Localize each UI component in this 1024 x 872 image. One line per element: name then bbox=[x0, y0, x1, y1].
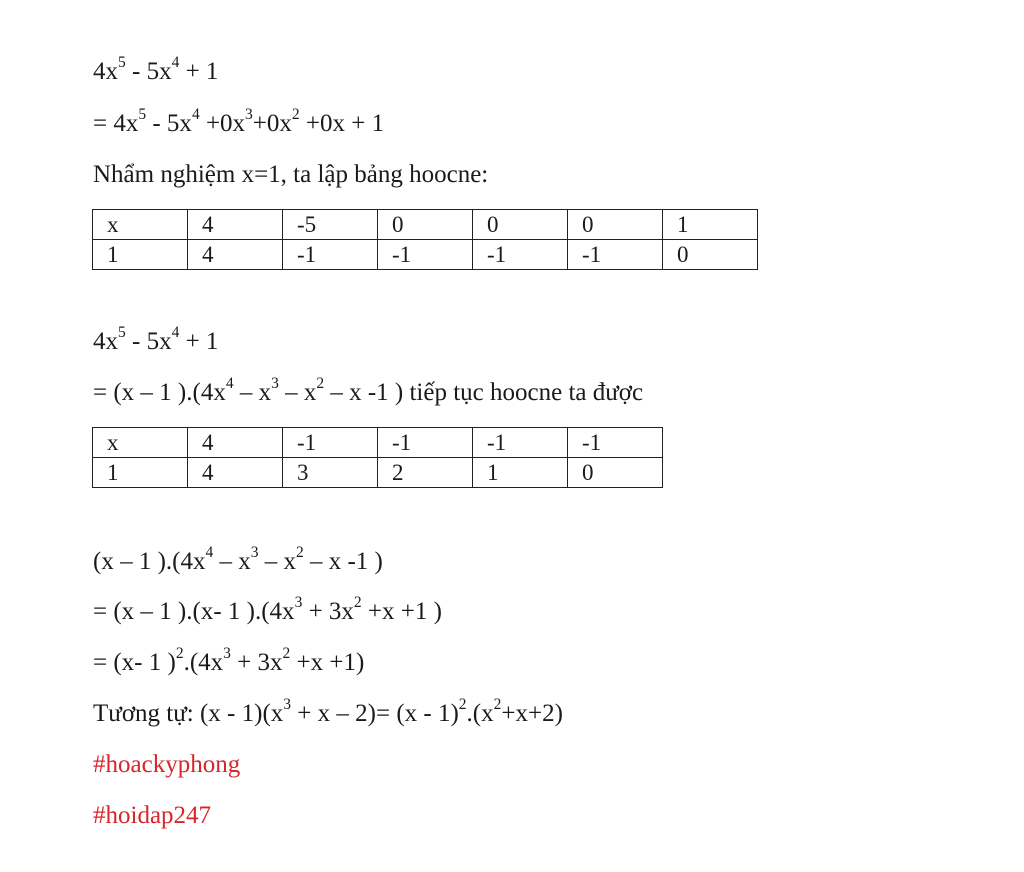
table-cell: 4 bbox=[188, 428, 283, 458]
expression-original-repeat: $4x^5 - 5x^4 + 1$ bbox=[93, 324, 219, 355]
root-guess-text: Nhẩm nghiệm x=1, ta lập bảng hoocne: bbox=[93, 161, 489, 188]
first-factorization: = (x – 1 )$.(4x^4 - x^3 - x^2$ – x -1 ) tiếp tục hoocne ta được bbox=[93, 375, 644, 406]
table-cell: 1 bbox=[93, 458, 188, 488]
final-factorization: = (x- 1 )$^2.(4x^3 + 3x^2 +x +1)$ bbox=[93, 645, 365, 676]
table-cell: 0 bbox=[473, 210, 568, 240]
factored-expression: (x – 1 )$.(4x^4 - x^3 - x^2$ – x -1 ) bbox=[93, 544, 383, 575]
table-cell: 0 bbox=[663, 240, 758, 270]
table-cell: -1 bbox=[283, 428, 378, 458]
table-cell: 0 bbox=[568, 458, 663, 488]
table-cell: 0 bbox=[568, 210, 663, 240]
table-row bbox=[93, 458, 663, 488]
table-cell: 3 bbox=[283, 458, 378, 488]
table-cell: 1 bbox=[663, 210, 758, 240]
similar-result: Tương tự: $(x - 1)(x^3 + x - 2)= (x - 1)^2.(x^2+x+2)$ bbox=[93, 696, 563, 727]
expression-original: $4x^5 - 5x^4 + 1$ bbox=[93, 54, 219, 85]
table-cell: 4 bbox=[188, 458, 283, 488]
table-row bbox=[93, 428, 663, 458]
table-cell: 1 bbox=[473, 458, 568, 488]
second-factorization: = (x – 1 ).(x- 1 )$.(4x^3 + 3x^2 +x +1$ ) bbox=[93, 594, 442, 625]
table-cell: -1 bbox=[568, 240, 663, 270]
table-cell: -1 bbox=[568, 428, 663, 458]
expression-expanded: = $4x^5 - 5x^4 +0x^3+0x^2 +0x + 1$ bbox=[93, 106, 385, 137]
hashtag-hoackyphong: #hoackyphong bbox=[93, 751, 241, 778]
table-cell: 0 bbox=[378, 210, 473, 240]
table-cell: 2 bbox=[378, 458, 473, 488]
table-cell: -1 bbox=[378, 428, 473, 458]
table-cell: -5 bbox=[283, 210, 378, 240]
table-cell: x bbox=[93, 428, 188, 458]
table-cell: 4 bbox=[188, 210, 283, 240]
table-cell: -1 bbox=[473, 240, 568, 270]
table-cell: 4 bbox=[188, 240, 283, 270]
table-cell: 1 bbox=[93, 240, 188, 270]
table-cell: -1 bbox=[473, 428, 568, 458]
horner-table-2 bbox=[92, 427, 663, 488]
table-cell: x bbox=[93, 210, 188, 240]
table-cell: -1 bbox=[378, 240, 473, 270]
table-cell: -1 bbox=[283, 240, 378, 270]
table-row bbox=[93, 210, 758, 240]
hashtag-hoidap247: #hoidap247 bbox=[93, 802, 212, 829]
horner-table-1 bbox=[92, 209, 758, 270]
table-row bbox=[93, 240, 758, 270]
